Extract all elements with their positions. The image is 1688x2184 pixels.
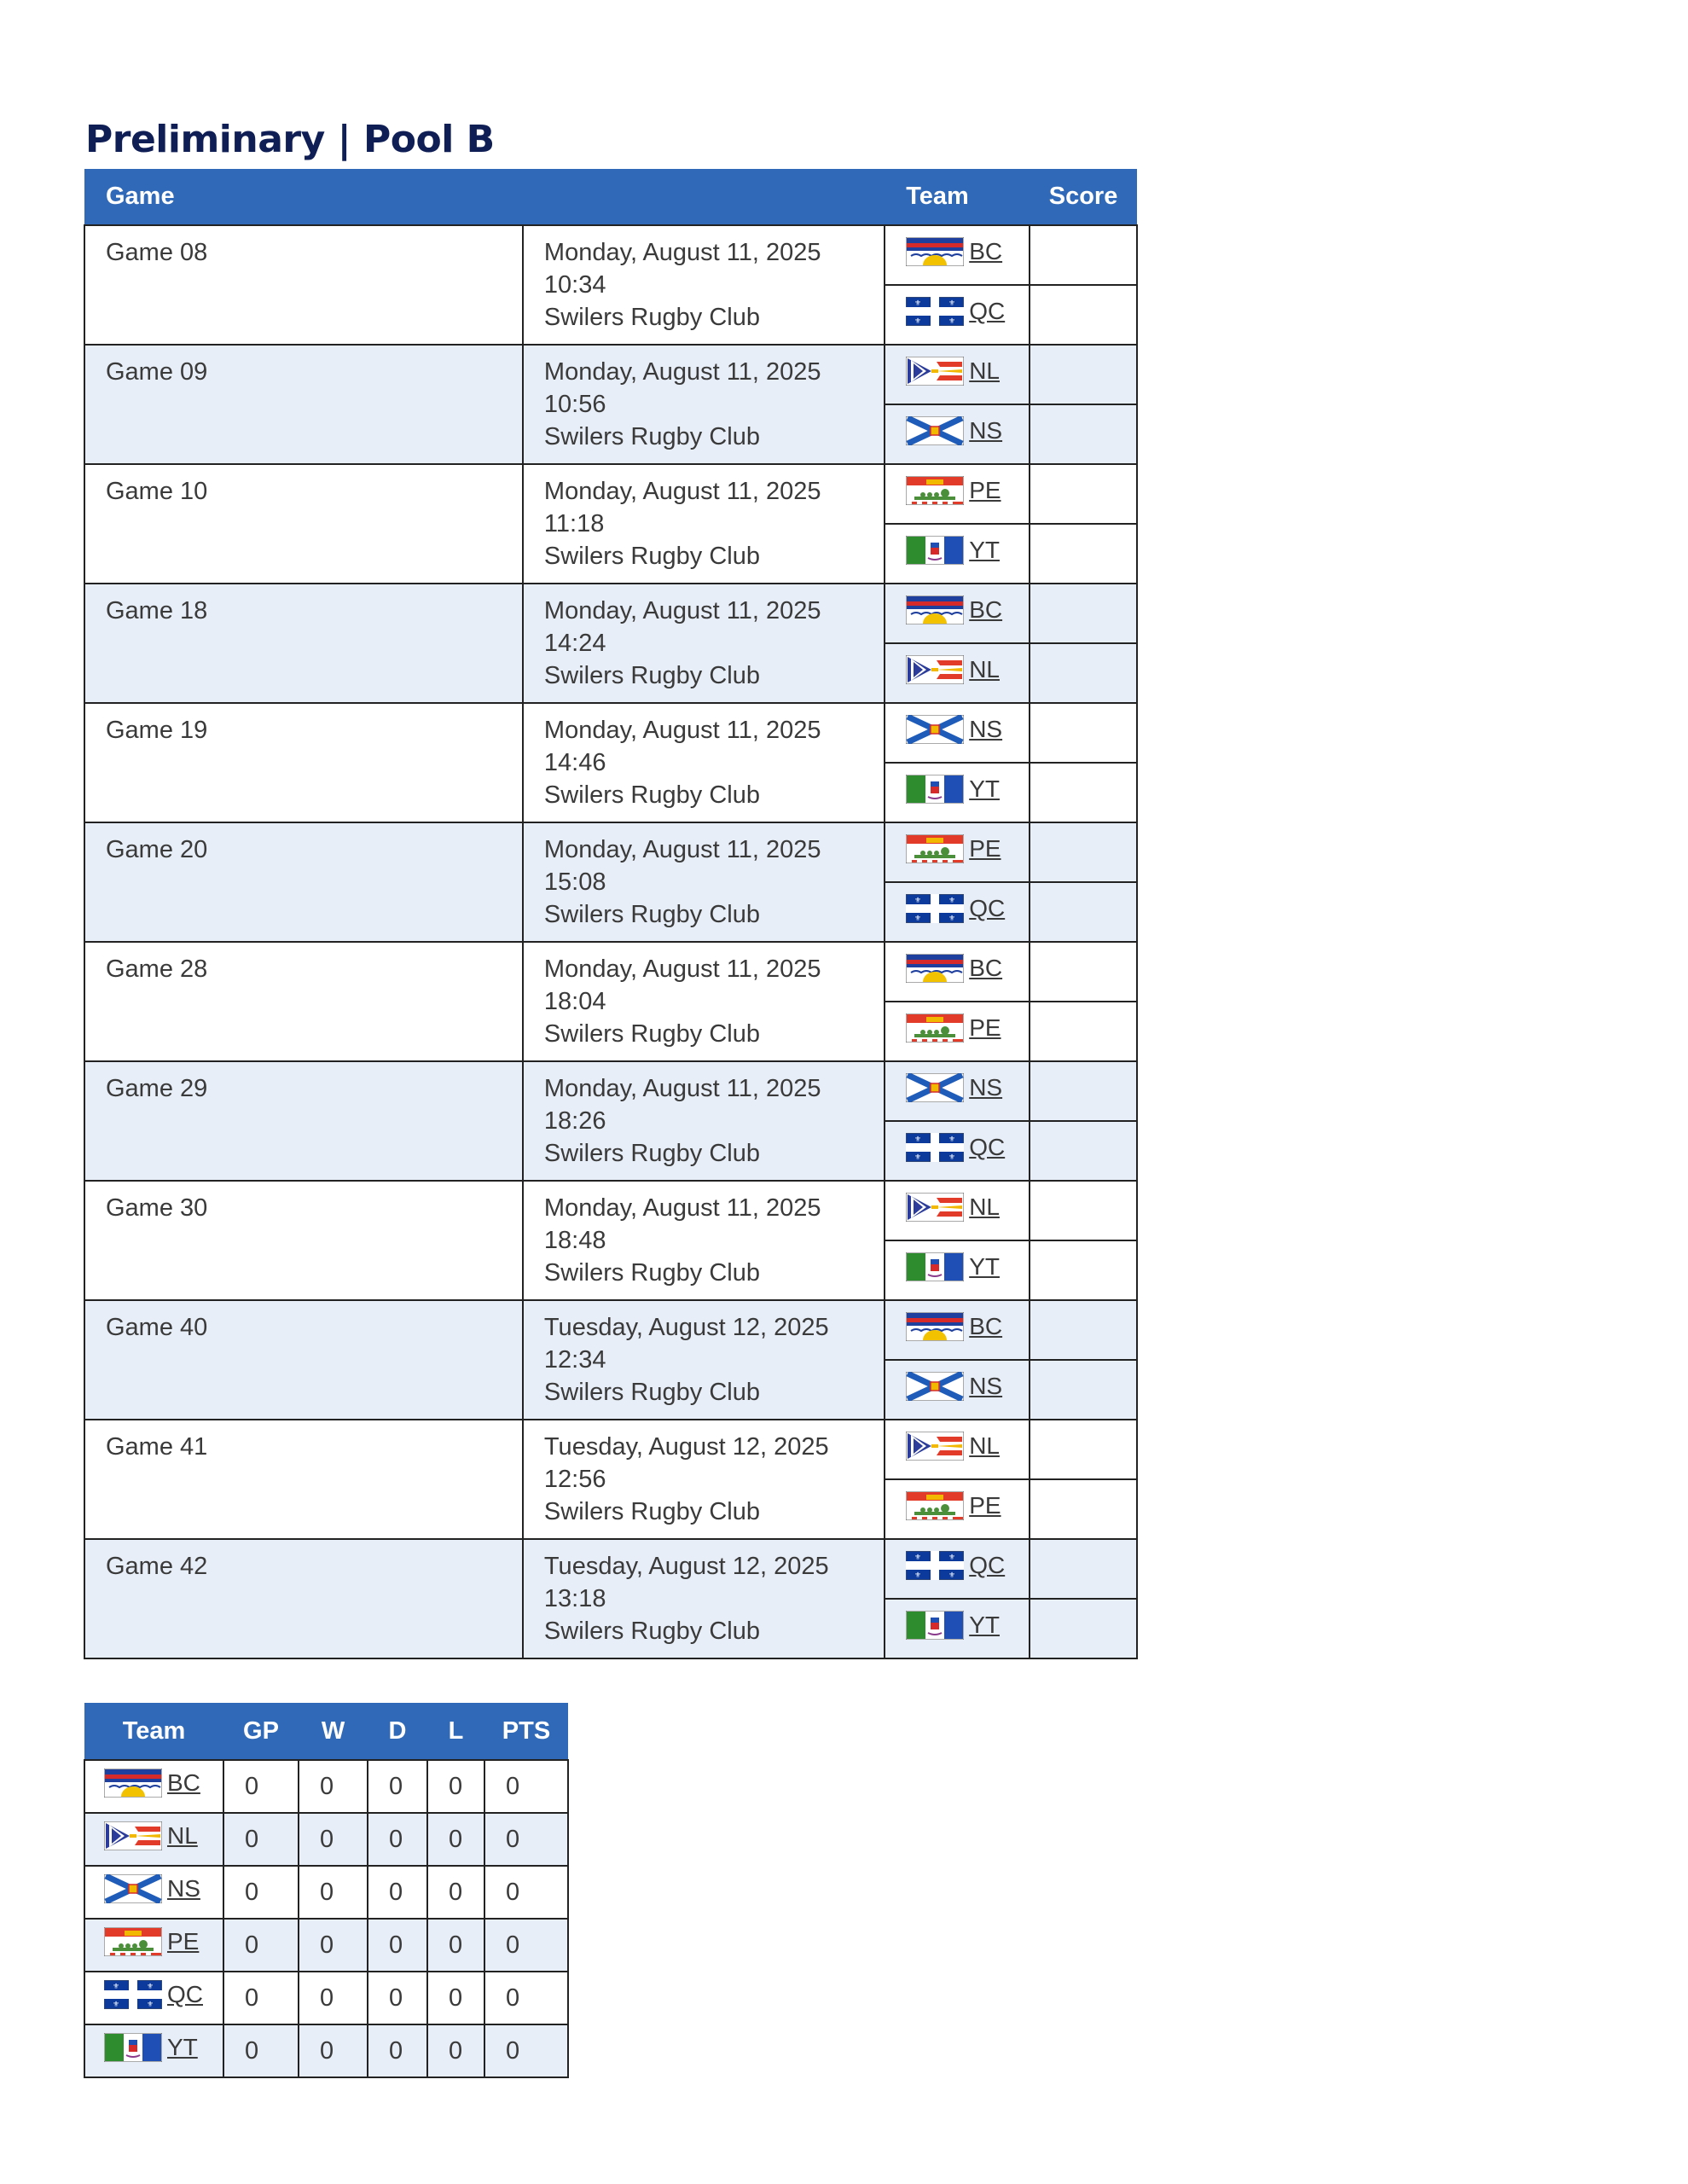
team-abbr[interactable]: PE — [167, 1928, 200, 1955]
game-date: Monday, August 11, 2025 — [543, 836, 821, 863]
svg-text:⚜: ⚜ — [948, 299, 956, 307]
game-date: Tuesday, August 12, 2025 — [543, 1553, 829, 1580]
standings-row — [84, 1760, 568, 1813]
team-cell-away — [885, 1360, 1030, 1420]
game-info — [523, 225, 885, 345]
standings-pts: 0 — [484, 1813, 568, 1866]
bc-flag-icon — [104, 1769, 162, 1798]
standings-pts: 0 — [484, 1919, 568, 1972]
bc-flag-icon — [906, 595, 964, 624]
qc-flag-icon — [906, 297, 964, 326]
game-date: Monday, August 11, 2025 — [543, 478, 821, 505]
standings-w: 0 — [299, 1972, 368, 2024]
score-cell-home[interactable] — [1030, 822, 1137, 882]
standings-row — [84, 1813, 568, 1866]
standings-team — [84, 2024, 223, 2077]
score-cell-away[interactable] — [1030, 1599, 1137, 1658]
ns-flag-icon — [104, 1874, 162, 1903]
score-cell-home[interactable] — [1030, 345, 1137, 404]
score-cell-away[interactable] — [1030, 1240, 1137, 1300]
team-abbr[interactable]: NL — [167, 1822, 198, 1849]
game-time: 18:26 — [543, 1107, 606, 1135]
team-cell-away — [885, 882, 1030, 942]
team-link-pe[interactable] — [906, 474, 1001, 507]
team-abbr[interactable]: NS — [969, 716, 1003, 742]
team-link-bc[interactable] — [906, 235, 1002, 268]
game-info — [523, 942, 885, 1061]
game-time: 13:18 — [543, 1585, 606, 1612]
game-row — [84, 1420, 1137, 1479]
game-time: 18:48 — [543, 1227, 606, 1254]
standings-header-pts: PTS — [484, 1703, 568, 1760]
team-cell-home — [885, 822, 1030, 882]
game-date: Monday, August 11, 2025 — [543, 597, 821, 624]
standings-l: 0 — [427, 1919, 484, 1972]
team-link-nl[interactable] — [104, 1821, 198, 1850]
game-time: 18:04 — [543, 988, 606, 1015]
team-abbr[interactable]: YT — [969, 775, 1000, 802]
qc-flag-icon — [906, 1551, 964, 1580]
game-row — [84, 822, 1137, 882]
game-number: Game 41 — [84, 1420, 523, 1539]
team-link-pe[interactable] — [104, 1927, 199, 1956]
score-cell-away[interactable] — [1030, 404, 1137, 464]
team-cell-home — [885, 464, 1030, 524]
ns-flag-icon — [906, 416, 964, 445]
game-number: Game 09 — [84, 345, 523, 464]
game-venue: Swilers Rugby Club — [543, 1498, 760, 1525]
team-abbr[interactable]: BC — [969, 238, 1003, 264]
team-cell-home — [885, 703, 1030, 763]
game-number: Game 28 — [84, 942, 523, 1061]
game-venue: Swilers Rugby Club — [543, 1379, 760, 1406]
standings-l: 0 — [427, 1813, 484, 1866]
game-row — [84, 464, 1137, 524]
team-link-nl[interactable] — [906, 355, 1000, 387]
team-abbr[interactable]: QC — [167, 1981, 203, 2007]
header-score: Score — [1030, 169, 1137, 225]
pe-flag-icon — [906, 834, 964, 863]
game-row — [84, 1539, 1137, 1599]
score-cell-away[interactable] — [1030, 1002, 1137, 1061]
yt-flag-icon — [906, 1611, 964, 1640]
game-venue: Swilers Rugby Club — [543, 781, 760, 809]
team-link-bc[interactable] — [906, 594, 1002, 626]
standings-team — [84, 1972, 223, 2024]
game-venue: Swilers Rugby Club — [543, 543, 760, 570]
standings-team — [84, 1919, 223, 1972]
game-info — [523, 1300, 885, 1420]
team-cell-home — [885, 1181, 1030, 1240]
game-date: Tuesday, August 12, 2025 — [543, 1433, 829, 1461]
standings-w: 0 — [299, 1813, 368, 1866]
standings-gp: 0 — [223, 1813, 299, 1866]
standings-l: 0 — [427, 1760, 484, 1813]
team-link-yt[interactable] — [906, 773, 1000, 805]
game-date: Monday, August 11, 2025 — [543, 1194, 821, 1222]
team-cell-home — [885, 1420, 1030, 1479]
team-cell-home — [885, 225, 1030, 285]
header-team: Team — [885, 169, 1030, 225]
svg-text:⚜: ⚜ — [146, 2000, 154, 2008]
game-venue: Swilers Rugby Club — [543, 1259, 760, 1287]
game-info — [523, 1061, 885, 1181]
standings-d: 0 — [368, 1972, 427, 2024]
game-number: Game 29 — [84, 1061, 523, 1181]
game-time: 11:18 — [543, 510, 605, 537]
pe-flag-icon — [906, 1014, 964, 1043]
team-cell-home — [885, 1300, 1030, 1360]
game-venue: Swilers Rugby Club — [543, 662, 760, 689]
team-link-qc[interactable] — [906, 1549, 1005, 1582]
score-cell-home[interactable] — [1030, 225, 1137, 285]
game-info — [523, 584, 885, 703]
game-time: 12:34 — [543, 1346, 606, 1374]
team-cell-away — [885, 763, 1030, 822]
standings-header-team: Team — [84, 1703, 223, 1760]
game-venue: Swilers Rugby Club — [543, 1140, 760, 1167]
team-link-yt[interactable] — [906, 534, 1000, 566]
game-row — [84, 1300, 1137, 1360]
score-cell-home[interactable] — [1030, 942, 1137, 1002]
team-link-ns[interactable] — [906, 1370, 1002, 1403]
bc-flag-icon — [906, 954, 964, 983]
team-abbr[interactable]: PE — [969, 477, 1001, 503]
team-abbr[interactable]: NL — [969, 656, 1000, 682]
pe-flag-icon — [906, 476, 964, 505]
team-link-qc[interactable] — [906, 295, 1005, 328]
standings-header-w: W — [299, 1703, 368, 1760]
game-info — [523, 703, 885, 822]
qc-flag-icon — [104, 1980, 162, 2009]
game-time: 14:24 — [543, 630, 606, 657]
team-link-qc[interactable] — [906, 892, 1005, 925]
standings-d: 0 — [368, 2024, 427, 2077]
svg-text:⚜: ⚜ — [914, 914, 922, 922]
svg-text:⚜: ⚜ — [914, 896, 922, 904]
game-date: Monday, August 11, 2025 — [543, 1075, 821, 1102]
score-cell-home[interactable] — [1030, 1061, 1137, 1121]
svg-text:⚜: ⚜ — [948, 896, 956, 904]
game-number: Game 30 — [84, 1181, 523, 1300]
standings-row — [84, 1972, 568, 2024]
standings-row — [84, 1919, 568, 1972]
team-link-yt[interactable] — [906, 1609, 1000, 1641]
standings-pts: 0 — [484, 1866, 568, 1919]
standings-l: 0 — [427, 1972, 484, 2024]
standings-l: 0 — [427, 2024, 484, 2077]
team-cell-away — [885, 404, 1030, 464]
game-date: Monday, August 11, 2025 — [543, 358, 821, 386]
standings-w: 0 — [299, 2024, 368, 2077]
svg-text:⚜: ⚜ — [914, 299, 922, 307]
game-number: Game 20 — [84, 822, 523, 942]
game-date: Monday, August 11, 2025 — [543, 717, 821, 744]
team-abbr[interactable]: NS — [969, 417, 1003, 444]
nl-flag-icon — [906, 1432, 964, 1461]
game-date: Monday, August 11, 2025 — [543, 239, 821, 266]
standings-team — [84, 1760, 223, 1813]
team-cell-away — [885, 1599, 1030, 1658]
svg-text:⚜: ⚜ — [948, 914, 956, 922]
score-cell-home[interactable] — [1030, 1181, 1137, 1240]
svg-text:⚜: ⚜ — [914, 1571, 922, 1579]
team-abbr[interactable]: QC — [969, 1134, 1006, 1160]
yt-flag-icon — [104, 2033, 162, 2062]
team-abbr[interactable]: YT — [167, 2034, 198, 2060]
team-cell-away — [885, 643, 1030, 703]
standings-pts: 0 — [484, 1972, 568, 2024]
nl-flag-icon — [906, 1193, 964, 1222]
team-cell-away — [885, 1479, 1030, 1539]
standings-w: 0 — [299, 1919, 368, 1972]
nl-flag-icon — [906, 655, 964, 684]
game-number: Game 08 — [84, 225, 523, 345]
schedule-table — [84, 169, 1138, 1659]
team-link-nl[interactable] — [906, 653, 1000, 686]
team-link-ns[interactable] — [906, 415, 1002, 447]
team-link-bc[interactable] — [104, 1769, 200, 1798]
team-abbr[interactable]: YT — [969, 1253, 1000, 1280]
game-time: 10:56 — [543, 391, 606, 418]
standings-table — [84, 1703, 569, 2078]
svg-text:⚜: ⚜ — [948, 317, 956, 325]
standings-header-gp: GP — [223, 1703, 299, 1760]
standings-d: 0 — [368, 1919, 427, 1972]
team-abbr[interactable]: QC — [969, 895, 1006, 921]
score-cell-away[interactable] — [1030, 763, 1137, 822]
team-cell-away — [885, 1121, 1030, 1181]
standings-d: 0 — [368, 1866, 427, 1919]
qc-flag-icon — [906, 894, 964, 923]
team-link-pe[interactable] — [906, 1490, 1001, 1522]
team-abbr[interactable]: NS — [969, 1074, 1003, 1101]
team-abbr[interactable]: BC — [969, 955, 1003, 981]
team-link-bc[interactable] — [906, 1310, 1002, 1343]
score-cell-away[interactable] — [1030, 1121, 1137, 1181]
team-abbr[interactable]: BC — [969, 596, 1003, 623]
game-info — [523, 464, 885, 584]
score-cell-home[interactable] — [1030, 1300, 1137, 1360]
ns-flag-icon — [906, 1073, 964, 1102]
game-row — [84, 225, 1137, 285]
team-abbr[interactable]: NS — [167, 1875, 200, 1902]
team-abbr[interactable]: NS — [969, 1373, 1003, 1399]
svg-text:⚜: ⚜ — [112, 1982, 120, 1990]
team-link-pe[interactable] — [906, 833, 1001, 865]
standings-row — [84, 2024, 568, 2077]
game-venue: Swilers Rugby Club — [543, 423, 760, 450]
bc-flag-icon — [906, 1312, 964, 1341]
team-abbr[interactable]: PE — [969, 1492, 1001, 1519]
score-cell-away[interactable] — [1030, 285, 1137, 345]
game-venue: Swilers Rugby Club — [543, 304, 760, 331]
team-link-ns[interactable] — [906, 713, 1002, 746]
standings-l: 0 — [427, 1866, 484, 1919]
team-cell-home — [885, 1061, 1030, 1121]
team-abbr[interactable]: NL — [969, 1432, 1000, 1459]
score-cell-home[interactable] — [1030, 1420, 1137, 1479]
qc-flag-icon — [906, 1133, 964, 1162]
pe-flag-icon — [906, 1491, 964, 1520]
standings-team — [84, 1813, 223, 1866]
game-time: 10:34 — [543, 271, 606, 299]
standings-gp: 0 — [223, 1972, 299, 2024]
game-info — [523, 1420, 885, 1539]
game-time: 15:08 — [543, 868, 606, 896]
svg-text:⚜: ⚜ — [914, 317, 922, 325]
game-number: Game 10 — [84, 464, 523, 584]
team-link-ns[interactable] — [906, 1072, 1002, 1104]
nl-flag-icon — [906, 357, 964, 386]
game-venue: Swilers Rugby Club — [543, 1618, 760, 1645]
score-cell-away[interactable] — [1030, 524, 1137, 584]
svg-text:⚜: ⚜ — [914, 1135, 922, 1143]
score-cell-home[interactable] — [1030, 464, 1137, 524]
team-abbr[interactable]: BC — [969, 1313, 1003, 1339]
nl-flag-icon — [104, 1821, 162, 1850]
yt-flag-icon — [906, 775, 964, 804]
standings-d: 0 — [368, 1813, 427, 1866]
game-row — [84, 942, 1137, 1002]
game-row — [84, 1181, 1137, 1240]
standings-d: 0 — [368, 1760, 427, 1813]
team-link-yt[interactable] — [104, 2033, 198, 2062]
team-link-pe[interactable] — [906, 1012, 1001, 1044]
team-cell-away — [885, 285, 1030, 345]
team-abbr[interactable]: BC — [167, 1769, 200, 1796]
score-cell-away[interactable] — [1030, 882, 1137, 942]
team-link-bc[interactable] — [906, 952, 1002, 985]
game-number: Game 18 — [84, 584, 523, 703]
team-cell-away — [885, 524, 1030, 584]
team-abbr[interactable]: PE — [969, 835, 1001, 862]
bc-flag-icon — [906, 237, 964, 266]
ns-flag-icon — [906, 1372, 964, 1401]
game-row — [84, 703, 1137, 763]
game-info — [523, 1181, 885, 1300]
svg-text:⚜: ⚜ — [914, 1553, 922, 1561]
svg-text:⚜: ⚜ — [948, 1553, 956, 1561]
team-abbr[interactable]: NL — [969, 357, 1000, 384]
standings-header-l: L — [427, 1703, 484, 1760]
svg-text:⚜: ⚜ — [948, 1571, 956, 1579]
team-link-nl[interactable] — [906, 1430, 1000, 1462]
score-cell-away[interactable] — [1030, 643, 1137, 703]
game-date: Tuesday, August 12, 2025 — [543, 1314, 829, 1341]
standings-gp: 0 — [223, 2024, 299, 2077]
game-number: Game 19 — [84, 703, 523, 822]
standings-gp: 0 — [223, 1866, 299, 1919]
game-number: Game 40 — [84, 1300, 523, 1420]
svg-text:⚜: ⚜ — [146, 1982, 154, 1990]
team-abbr[interactable]: YT — [969, 537, 1000, 563]
score-cell-home[interactable] — [1030, 703, 1137, 763]
team-cell-home — [885, 345, 1030, 404]
team-cell-home — [885, 942, 1030, 1002]
standings-w: 0 — [299, 1866, 368, 1919]
team-cell-home — [885, 1539, 1030, 1599]
standings-team — [84, 1866, 223, 1919]
standings-gp: 0 — [223, 1919, 299, 1972]
game-venue: Swilers Rugby Club — [543, 1020, 760, 1048]
score-cell-home[interactable] — [1030, 1539, 1137, 1599]
team-abbr[interactable]: NL — [969, 1194, 1000, 1220]
game-row — [84, 584, 1137, 643]
game-date: Monday, August 11, 2025 — [543, 956, 821, 983]
svg-text:⚜: ⚜ — [948, 1135, 956, 1143]
pe-flag-icon — [104, 1927, 162, 1956]
team-cell-away — [885, 1240, 1030, 1300]
game-info — [523, 345, 885, 464]
standings-w: 0 — [299, 1760, 368, 1813]
team-abbr[interactable]: YT — [969, 1612, 1000, 1638]
game-time: 12:56 — [543, 1466, 606, 1493]
team-link-yt[interactable] — [906, 1251, 1000, 1283]
game-number: Game 42 — [84, 1539, 523, 1658]
game-row — [84, 1061, 1137, 1121]
team-link-nl[interactable] — [906, 1191, 1000, 1223]
svg-text:⚜: ⚜ — [914, 1153, 922, 1161]
score-cell-away[interactable] — [1030, 1360, 1137, 1420]
header-info — [523, 169, 885, 225]
game-info — [523, 822, 885, 942]
team-abbr[interactable]: PE — [969, 1014, 1001, 1041]
game-time: 14:46 — [543, 749, 606, 776]
svg-text:⚜: ⚜ — [112, 2000, 120, 2008]
schedule-header-row — [84, 169, 1137, 225]
standings-header-d: D — [368, 1703, 427, 1760]
team-abbr[interactable]: QC — [969, 298, 1006, 324]
ns-flag-icon — [906, 715, 964, 744]
game-venue: Swilers Rugby Club — [543, 901, 760, 928]
team-link-qc[interactable] — [906, 1131, 1005, 1164]
page-title: Preliminary | Pool B — [85, 118, 495, 161]
header-game: Game — [84, 169, 523, 225]
standings-gp: 0 — [223, 1760, 299, 1813]
game-info — [523, 1539, 885, 1658]
team-cell-away — [885, 1002, 1030, 1061]
standings-header-row — [84, 1703, 568, 1760]
team-link-ns[interactable] — [104, 1874, 200, 1903]
team-abbr[interactable]: QC — [969, 1552, 1006, 1578]
standings-pts: 0 — [484, 2024, 568, 2077]
score-cell-home[interactable] — [1030, 584, 1137, 643]
standings-row — [84, 1866, 568, 1919]
team-link-qc[interactable] — [104, 1980, 203, 2009]
svg-text:⚜: ⚜ — [948, 1153, 956, 1161]
game-row — [84, 345, 1137, 404]
score-cell-away[interactable] — [1030, 1479, 1137, 1539]
team-cell-home — [885, 584, 1030, 643]
yt-flag-icon — [906, 1252, 964, 1281]
yt-flag-icon — [906, 536, 964, 565]
standings-pts: 0 — [484, 1760, 568, 1813]
